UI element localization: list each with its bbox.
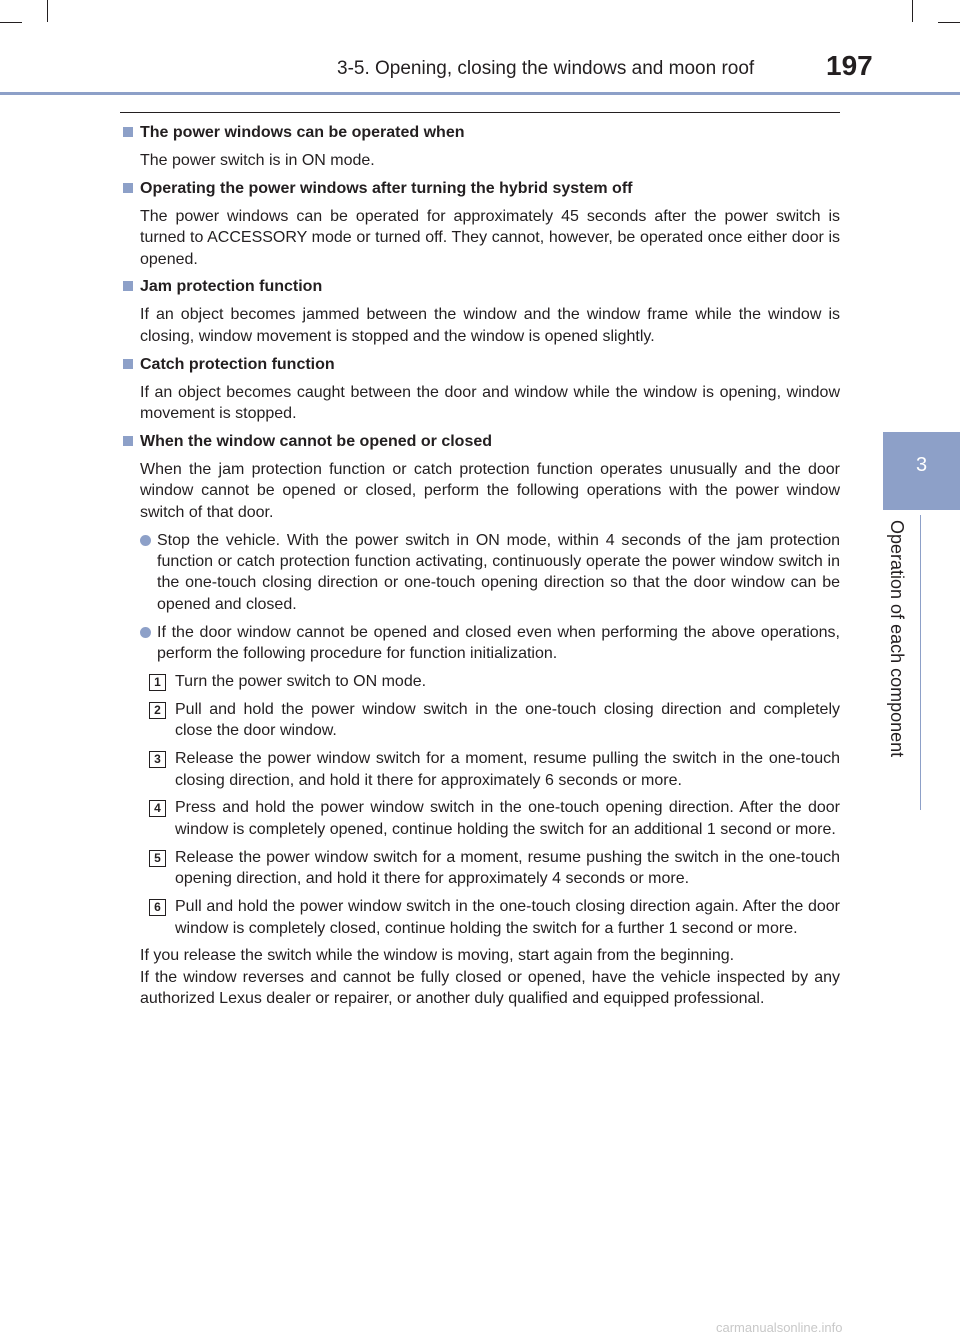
chapter-number: 3 [915,454,928,476]
section-heading [120,354,840,375]
square-bullet-icon [123,183,133,193]
square-bullet-icon [123,359,133,369]
step-item [120,671,840,692]
step-item [120,847,840,890]
paragraph: If an object becomes jammed between the window and the window frame while the window is closing, window movement is stopped and the window is opened slightly. [140,306,840,345]
step-text: Press and hold the power window switch in the one-touch opening direction. After the door window is completely opened, continue holding the switch for an additional 1 second or more. [175,799,840,838]
chapter-label: Operation of each component [887,520,907,758]
step-number: 4 [149,800,166,817]
heading-text: The power windows can be operated when [140,124,465,141]
step-number: 2 [149,702,166,719]
paragraph: When the jam protection function or catch protection function operates unusually and the door window cannot be opened or closed, perform the following operations with the power window switch of that door. [140,460,840,521]
section-heading [120,431,840,452]
section-rule [120,112,840,113]
header-rule [0,92,960,95]
bullet-item [120,622,840,665]
section-heading [120,276,840,297]
step-number: 5 [149,850,166,867]
paragraph: The power windows can be operated for approximately 45 seconds after the power switch is turned to ACCESSORY mode or turned off. They cannot, however, be operated once either door is opened. [140,207,840,268]
circle-bullet-icon [140,535,151,546]
heading-text: Catch protection function [140,355,335,373]
section-heading [120,122,840,143]
crop-mark [0,22,22,23]
chapter-label-container [886,520,916,790]
square-bullet-icon [123,127,133,137]
step-text: Pull and hold the power window switch in the one-touch closing direction and completely close the door window. [175,700,840,740]
step-number: 6 [149,899,166,916]
square-bullet-icon [123,281,133,291]
step-number: 1 [149,674,166,691]
heading-text: Operating the power windows after turning the hybrid system off [140,179,633,197]
footer-watermark: carmanualsonline.info [716,1320,843,1335]
step-item [120,748,840,791]
circle-bullet-icon [140,627,151,638]
step-text: Pull and hold the power window switch in the one-touch closing direction again. After the door window is completely closed, continue holding the switch for a further 1 second or more. [175,898,840,937]
step-item [120,896,840,939]
note-text: If you release the switch while the window is moving, start again from the beginning. [140,947,735,965]
crop-mark [912,0,913,22]
bullet-item [120,530,840,616]
section-heading [120,178,840,199]
step-item [120,699,840,742]
square-bullet-icon [123,436,133,446]
step-text: Release the power window switch for a moment, resume pushing the switch in the one-touch opening direction, and hold it there for approximately 4 seconds or more. [175,848,840,888]
note-text: If the window reverses and cannot be fully closed or opened, have the vehicle inspected by any authorized Lexus dealer or repairer, or another duly qualified and equipped professional. [140,968,840,1008]
chapter-tab [883,432,960,510]
paragraph: If an object becomes caught between the door and window while the window is opening, window movement is stopped. [140,383,840,422]
paragraph: The power switch is in ON mode. [140,151,375,169]
step-text: Turn the power switch to ON mode. [175,672,427,690]
side-rule [920,515,921,810]
crop-mark [938,22,960,23]
step-number: 3 [149,751,166,768]
heading-text: Jam protection function [140,278,323,296]
bullet-text: If the door window cannot be opened and closed even when performing the above operations, perform the following procedure for function initialization. [157,623,840,663]
step-list [120,671,840,939]
step-item [120,797,840,840]
crop-mark [47,0,48,22]
heading-text: When the window cannot be opened or closed [140,432,493,450]
page-number: 197 [826,50,873,81]
bullet-text: Stop the vehicle. With the power switch in ON mode, within 4 seconds of the jam protection function or catch protection function activating, continuously operate the power window switch in the one-touch closing direction or one-touch opening direction so that the door window can be opened and closed. [157,531,840,613]
step-text: Release the power window switch for a moment, resume pulling the switch in the one-touch closing direction, and hold it there for approximately 6 seconds or more. [175,750,840,789]
section-title: 3-5. Opening, closing the windows and moon roof [337,58,755,79]
main-content [120,122,840,1010]
